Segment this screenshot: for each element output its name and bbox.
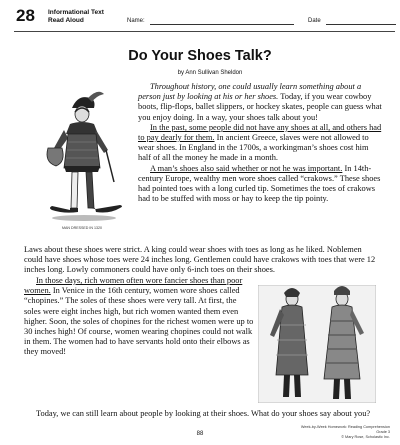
footer-page-number: 88 (196, 431, 204, 437)
footer-credit-line-1: Week-by-Week Homework: Reading Comprehension Grade 3 (300, 425, 390, 434)
paragraph-2-main-idea: In the past, some people did not have any shoes at all, and others had to pay dearly for them. (138, 122, 382, 143)
name-field-line[interactable] (150, 24, 294, 25)
article-body-end (24, 409, 378, 419)
paragraph-3-continued: Laws about these shoes were strict. A king could wear shoes with toes as long as he liked. Noblemen could have shoes whose toes were 24 inches long. Gentlemen could have crakows with toes that were 12 inches long. Lowly commoners could have only 6-inch toes on their shoes. (24, 245, 376, 275)
category-line-2: Read Aloud (48, 16, 84, 24)
page-header (14, 6, 394, 34)
date-label: Date (308, 18, 321, 24)
paragraph-4-main-idea: In those days, rich women often wore fancier shoes than poor women. (24, 276, 243, 296)
paragraph-2-rest: In ancient Greece, slaves were not allowed to wear shoes. In England in the 1700s, a workingman’s shoes cost him half of all the money he made in a month. (138, 133, 369, 163)
man-figure-caption: MAN DRESSED IN 1320 (62, 226, 102, 230)
article-title: Do Your Shoes Talk? (128, 48, 272, 64)
paragraph-3 (138, 164, 382, 205)
women-in-chopines-illustration (258, 285, 376, 403)
category-label (48, 9, 104, 24)
footer-credit-line-2: © Mary Rose, Scholastic Inc. (341, 435, 390, 439)
medieval-man-illustration (34, 90, 130, 228)
category-line-1: Informational Text (48, 9, 104, 16)
name-label: Name: (127, 18, 145, 24)
article-body-middle (24, 245, 378, 276)
page-number: 28 (16, 6, 35, 25)
paragraph-5: Today, we can still learn about people by looking at their shoes. What do your shoes say about you? (36, 409, 371, 418)
paragraph-1 (138, 82, 382, 123)
paragraph-3-rest: In 14th-century Europe, wealthy men wore shoes called “crakows.” These shoes had pointed toes with a long curled tip. Sometimes the toes of crakows had to be stuffed with moss or hay to keep the tip pointy. (138, 163, 381, 204)
paragraph-1-rest: Today, if you wear cowboy boots, flip-flops, ballet slippers, or hockey skates, people can guess what you enjoy doing. In a way, your shoes talk about you! (138, 92, 382, 122)
header-divider (14, 31, 395, 32)
paragraph-2 (138, 123, 382, 164)
article-byline: by Ann Sullivan Sheldon (177, 70, 243, 76)
article-body-lower (24, 276, 254, 358)
article-body-top (138, 82, 382, 204)
paragraph-3-main-idea: A man’s shoes also said whether or not he was important. (150, 163, 343, 173)
paragraph-4 (24, 276, 254, 358)
footer-credit (290, 425, 390, 440)
paragraph-1-lead: Throughout history, one could usually learn something about a person just by looking at his or her shoes. (138, 82, 362, 102)
date-field-line[interactable] (326, 24, 396, 25)
paragraph-4-rest: In Venice in the 16th century, women wore shoes called “chopines.” The soles of these shoes were very tall. At first, the soles were eight inches high, but rich women wanted them even higher. Soon, the soles of chopines for the richest women were up to 30 inches high! Of course, women wearing chopines could not walk in them. The women had to have servants hold onto their elbows as they moved! (24, 286, 254, 357)
